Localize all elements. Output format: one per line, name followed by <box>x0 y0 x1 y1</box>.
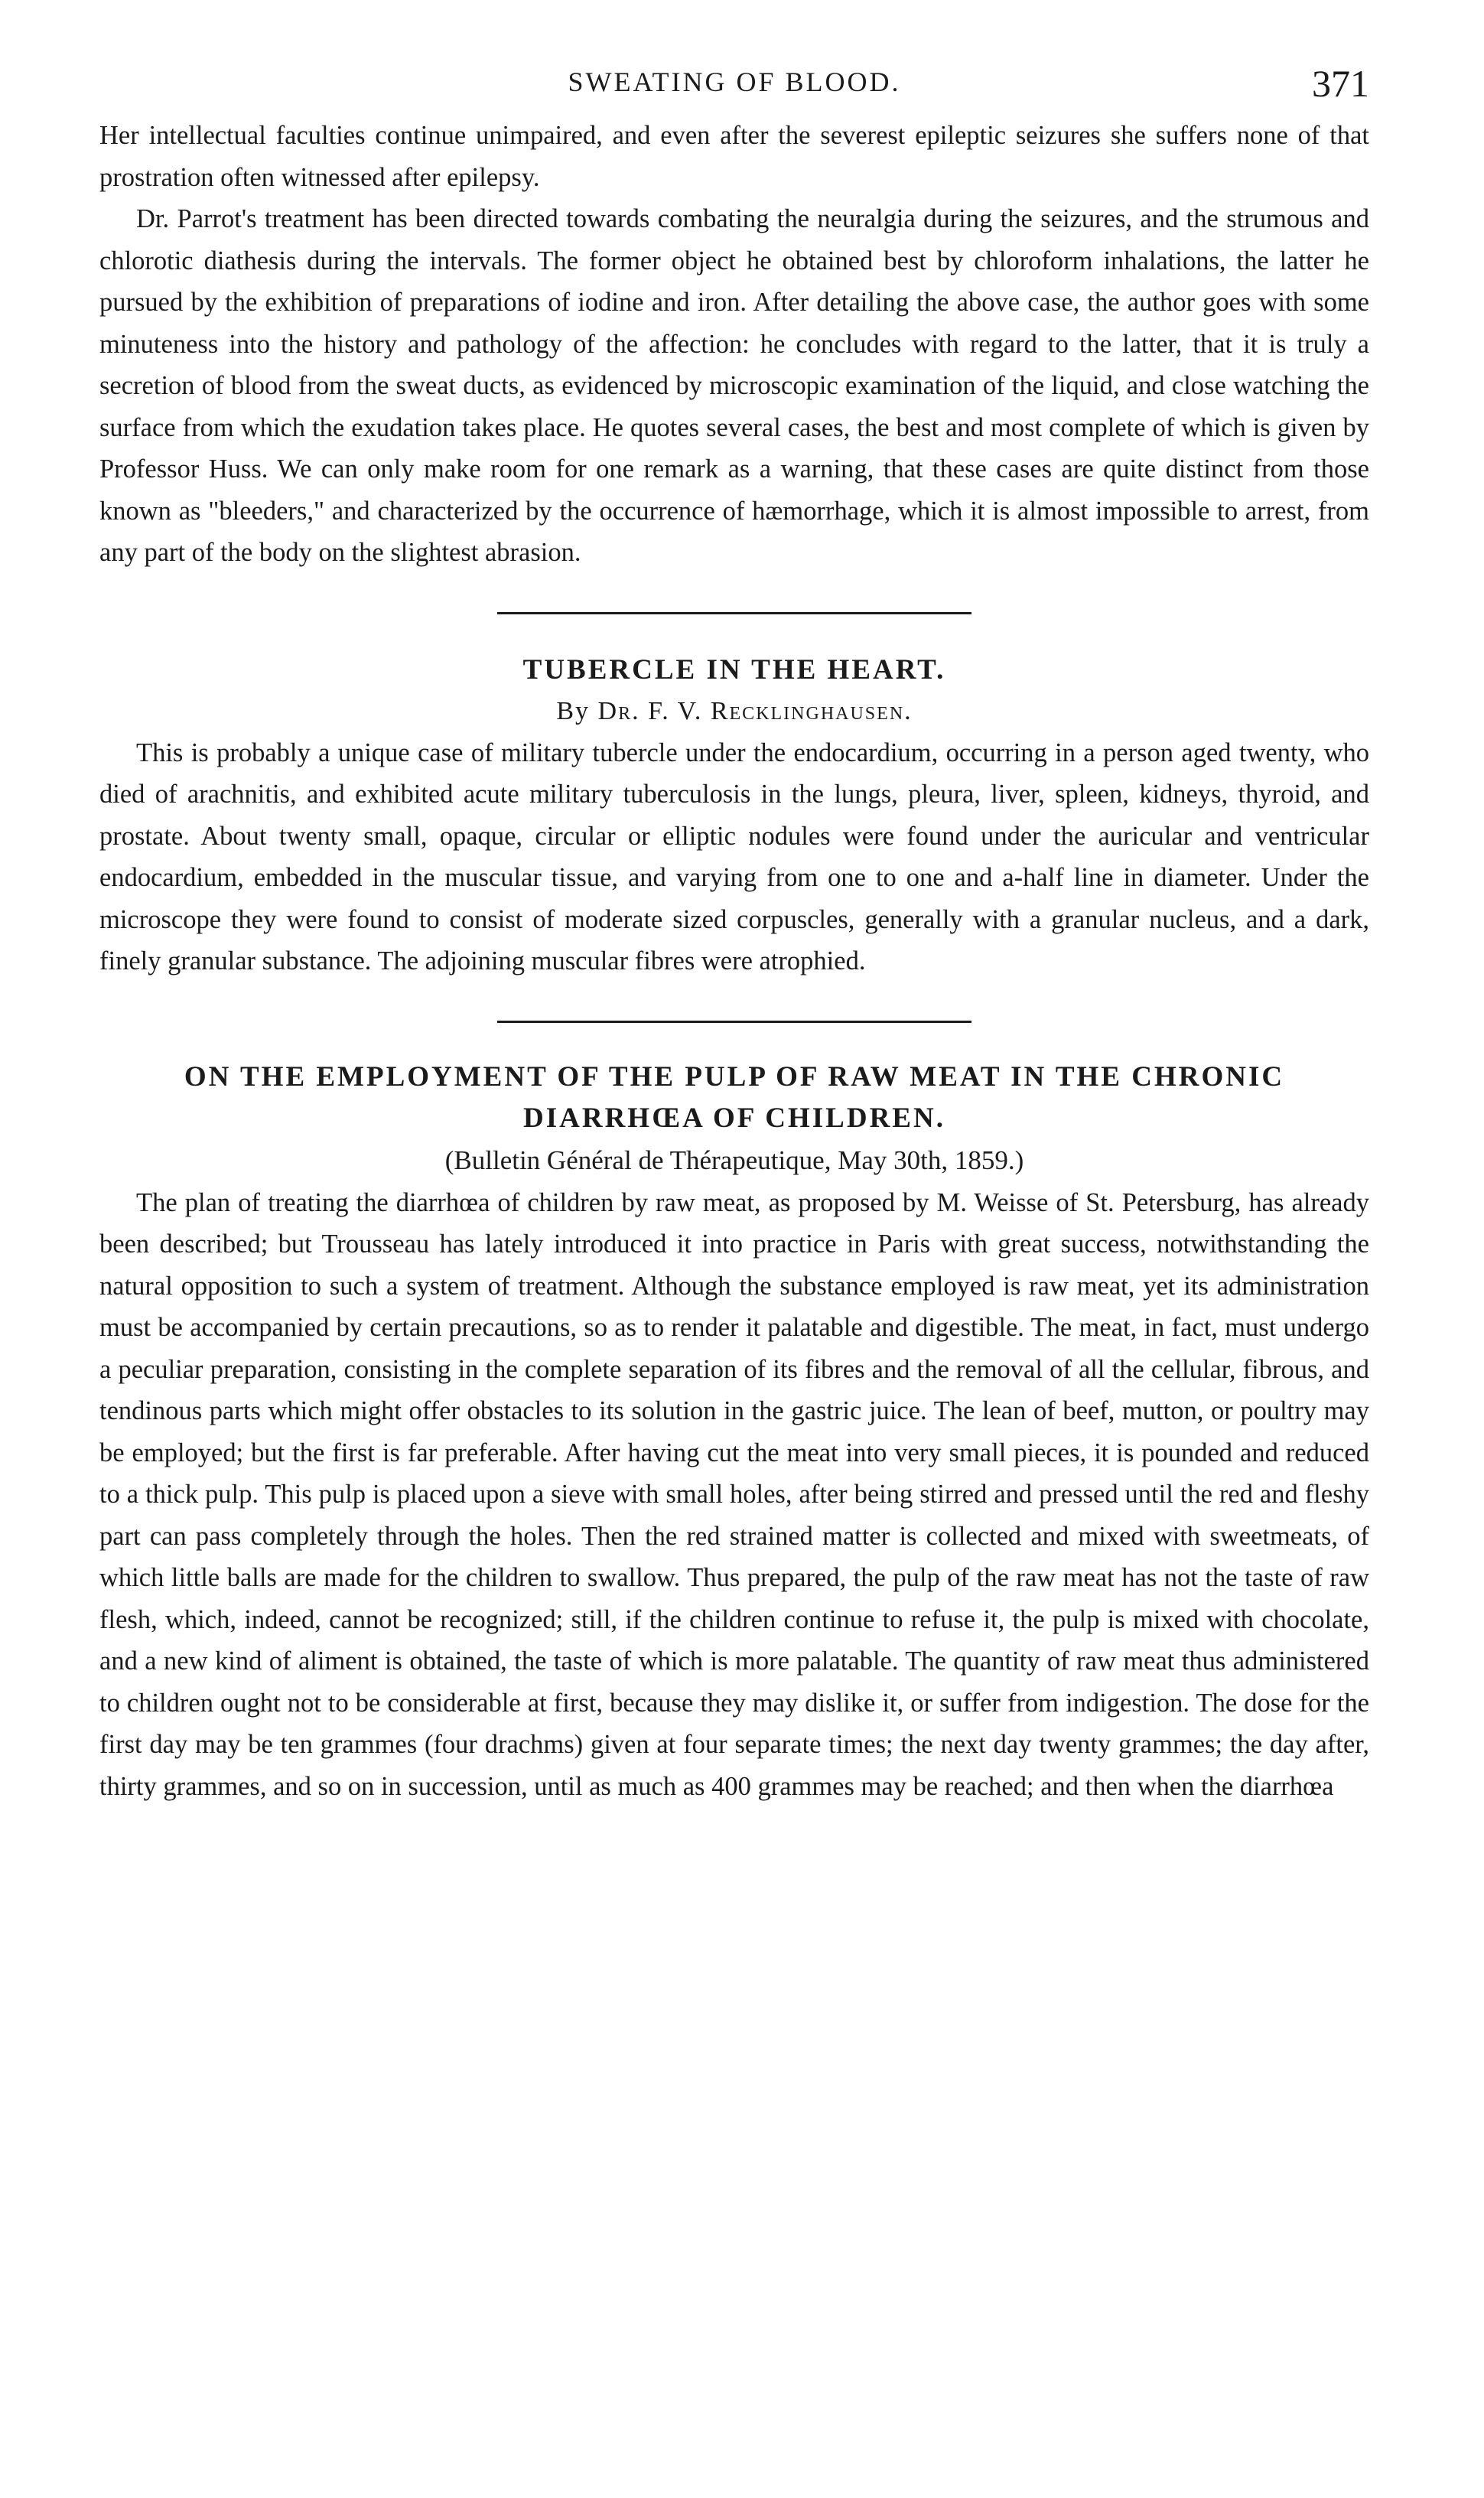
section-title-line-1: ON THE EMPLOYMENT OF THE PULP OF RAW MEAT IN THE CHRONIC <box>184 1060 1285 1093</box>
byline <box>99 691 1369 732</box>
section-sweating-of-blood <box>99 115 1369 574</box>
byline-prefix: By <box>556 696 591 725</box>
paragraph: The plan of treating the diarrhœa of children by raw meat, as proposed by M. Weisse of St. Petersburg, has already been described; but Trousseau has lately introduced it into practice in Paris with great success, notwithstanding the natural opposition to such a system of treatment. Although the substance employed is raw meat, yet its administration must be accompanied by certain precautions, so as to render it palatable and digestible. The meat, in fact, must undergo a peculiar preparation, consisting in the complete separation of its fibres and the removal of all the cellular, fibrous, and tendinous parts which might offer obstacles to its solution in the gastric juice. The lean of beef, mutton, or poultry may be employed; but the first is far preferable. After having cut the meat into very small pieces, it is pounded and reduced to a thick pulp. This pulp is placed upon a sieve with small holes, after being stirred and pressed until the red and fleshy part can pass completely through the holes. Then the red strained matter is collected and mixed with sweetmeats, of which little balls are made for the children to swallow. Thus prepared, the pulp of the raw meat has not the taste of raw flesh, which, indeed, cannot be recognized; still, if the children continue to refuse it, the pulp is mixed with chocolate, and a new kind of aliment is obtained, the taste of which is more palatable. The quantity of raw meat thus administered to children ought not to be considerable at first, because they may dislike it, or suffer from indigestion. The dose for the first day may be ten grammes (four drachms) given at four separate times; the next day twenty grammes; the day after, thirty grammes, and so on in succession, until as much as 400 grammes may be reached; and then when the diarrhœa <box>99 1187 1369 1801</box>
paragraph: This is probably a unique case of military tubercle under the endocardium, occurring in a person aged twenty, who died of arachnitis, and exhibited acute military tuberculosis in the lungs, pleura, liver, spleen, kidneys, thyroid, and prostate. About twenty small, opaque, circular or elliptic nodules were found under the auricular and ventricular endocardium, embedded in the muscular tissue, and varying from one to one and a-half line in diameter. Under the microscope they were found to consist of moderate sized corpuscles, generally with a granular nucleus, and a dark, finely granular substance. The adjoining muscular fibres were atrophied. <box>99 738 1369 975</box>
page-number: 371 <box>1312 62 1369 105</box>
paragraph: Dr. Parrot's treatment has been directed towards combating the neuralgia during the seizures, and the strumous and chlorotic diathesis during the intervals. The former object he obtained best by chloroform inhalations, the latter he pursued by the exhibition of preparations of iodine and iron. After detailing the above case, the author goes with some minuteness into the history and pathology of the affection: he concludes with regard to the latter, that it is truly a secretion of blood from the sweat ducts, as evidenced by microscopic examination of the liquid, and close watching the surface from which the exudation takes place. He quotes several cases, the best and most complete of which is given by Professor Huss. We can only make room for one remark as a warning, that these cases are quite distinct from those known as "bleeders," and characterized by the occurrence of hæmorrhage, which it is almost impossible to arrest, from any part of the body on the slightest abrasion. <box>99 204 1369 567</box>
section-title <box>99 1057 1369 1139</box>
section-title: TUBERCLE IN THE HEART. <box>522 653 946 686</box>
section-title-line-2: DIARRHŒA OF CHILDREN. <box>523 1102 945 1134</box>
source-citation: (Bulletin Général de Thérapeutique, May 30th, 1859.) <box>444 1145 1024 1175</box>
section-tubercle-in-the-heart <box>99 650 1369 982</box>
section-raw-meat-pulp <box>99 1057 1369 1808</box>
book-page <box>99 61 1369 1807</box>
running-title: SWEATING OF BLOOD. <box>568 67 901 97</box>
paragraph: Her intellectual faculties continue unimpaired, and even after the severest epileptic seizures she suffers none of that prostration often witnessed after epilepsy. <box>99 121 1369 192</box>
running-head <box>99 61 1369 115</box>
byline-author: Dr. F. V. Recklinghausen. <box>597 696 913 725</box>
